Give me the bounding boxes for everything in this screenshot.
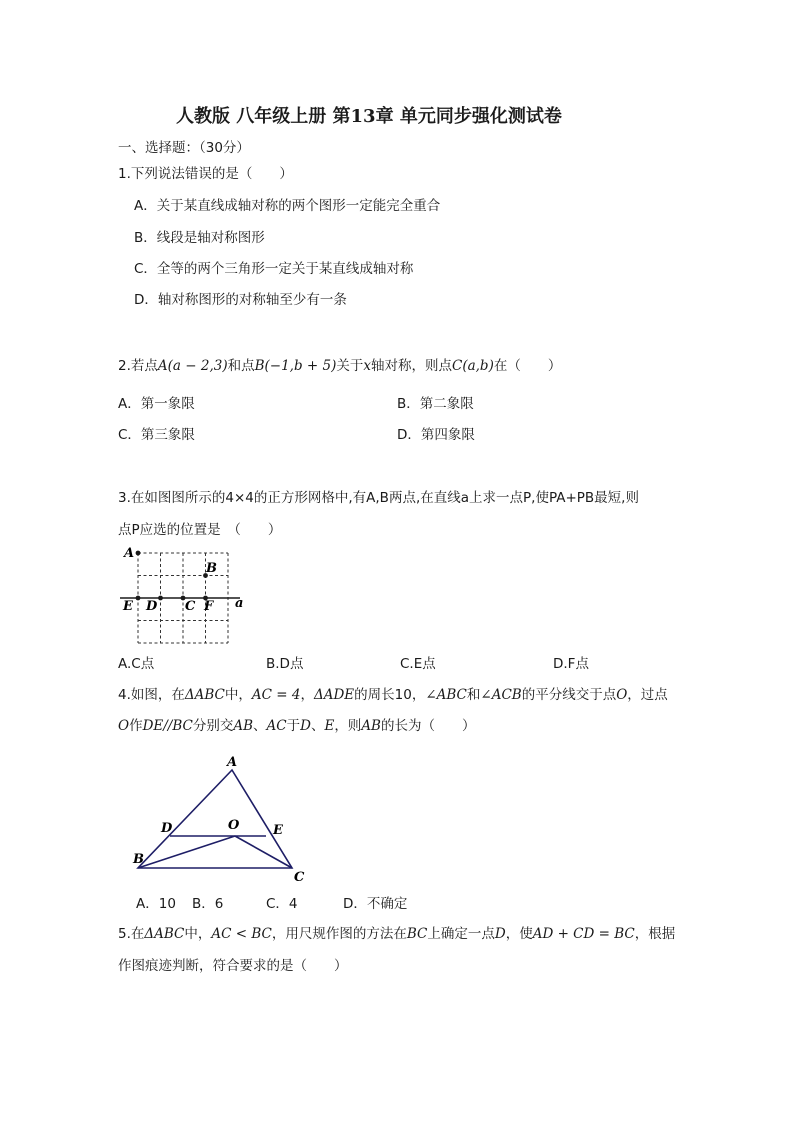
grid-label-b: B: [206, 561, 217, 576]
question-3-option-d[interactable]: D.F点: [553, 656, 589, 672]
x-axis-math: x: [363, 358, 371, 374]
question-1-stem: 1.下列说法错误的是（ ）: [118, 166, 293, 182]
question-3-option-a[interactable]: A.C点: [118, 656, 155, 672]
grid-label-line-a: a: [235, 596, 244, 611]
question-2-option-a[interactable]: A．第一象限: [118, 396, 195, 412]
question-4-option-d[interactable]: D．不确定: [343, 896, 408, 912]
grid-label-e: E: [123, 599, 133, 614]
fig-label-b: B: [133, 852, 144, 867]
grid-label-a: A: [124, 546, 135, 561]
question-5-stem-line1: 5.在ΔABC中，AC < BC，用尺规作图的方法在BC上确定一点D，使AD + CD = BC，根据: [118, 926, 676, 942]
fig-label-a: A: [227, 755, 238, 770]
question-2-option-b[interactable]: B．第二象限: [397, 396, 474, 412]
section-heading: 一、选择题：（30分）: [118, 140, 250, 156]
point-c-math: C(a,b): [452, 358, 494, 374]
question-2-stem: 2.若点A(a − 2,3)和点B(−1,b + 5)关于x轴对称，则点C(a,b)在（ ）: [118, 358, 562, 374]
point-d: [158, 596, 163, 601]
point-b-math: B(−1,b + 5): [254, 358, 337, 374]
question-3-option-c[interactable]: C.E点: [400, 656, 436, 672]
point-a-math: A(a − 2,3): [157, 358, 228, 374]
question-1-option-d[interactable]: D．轴对称图形的对称轴至少有一条: [134, 292, 347, 308]
grid-figure: [115, 543, 255, 647]
question-4-option-a[interactable]: A．10: [136, 896, 176, 912]
triangle-figure: [128, 750, 312, 886]
grid-label-d: D: [146, 599, 158, 614]
fig-label-e: E: [273, 823, 283, 838]
question-2-option-d[interactable]: D．第四象限: [397, 427, 475, 443]
fig-label-d: D: [161, 821, 173, 836]
question-4-option-b[interactable]: B．6: [192, 896, 224, 912]
bisector-co: [235, 836, 292, 868]
fig-label-o: O: [228, 818, 240, 833]
triangle-abc: [138, 770, 292, 868]
question-5-stem-line2: 作图痕迹判断，符合要求的是（ ）: [118, 958, 348, 974]
fig-label-c: C: [294, 870, 305, 885]
point-e: [136, 596, 141, 601]
question-3-option-b[interactable]: B.D点: [266, 656, 304, 672]
question-2-option-c[interactable]: C．第三象限: [118, 427, 195, 443]
page-title: 人教版 八年级上册 第13章 单元同步强化测试卷: [176, 106, 562, 127]
question-4-option-c[interactable]: C．4: [266, 896, 298, 912]
question-1-option-c[interactable]: C．全等的两个三角形一定关于某直线成轴对称: [134, 261, 414, 277]
question-3-stem-line1: 3.在如图图所示的4×4的正方形网格中,有A,B两点,在直线a上求一点P,使PA+PB最短,则: [118, 490, 639, 506]
question-4-stem-line2: O作DE//BC分别交AB、AC于D、E，则AB的长为（ ）: [118, 718, 476, 734]
point-a: [136, 551, 141, 556]
grid-label-c: C: [185, 599, 196, 614]
question-4-stem-line1: 4.如图，在ΔABC中，AC = 4，ΔADE的周长10，∠ABC和∠ACB的平分线交于点O，过点: [118, 687, 668, 703]
question-3-stem-line2: 点P应选的位置是 （ ）: [118, 522, 282, 538]
question-1-option-a[interactable]: A．关于某直线成轴对称的两个图形一定能完全重合: [134, 198, 441, 214]
question-1-option-b[interactable]: B．线段是轴对称图形: [134, 230, 265, 246]
grid-label-f: F: [204, 599, 214, 614]
